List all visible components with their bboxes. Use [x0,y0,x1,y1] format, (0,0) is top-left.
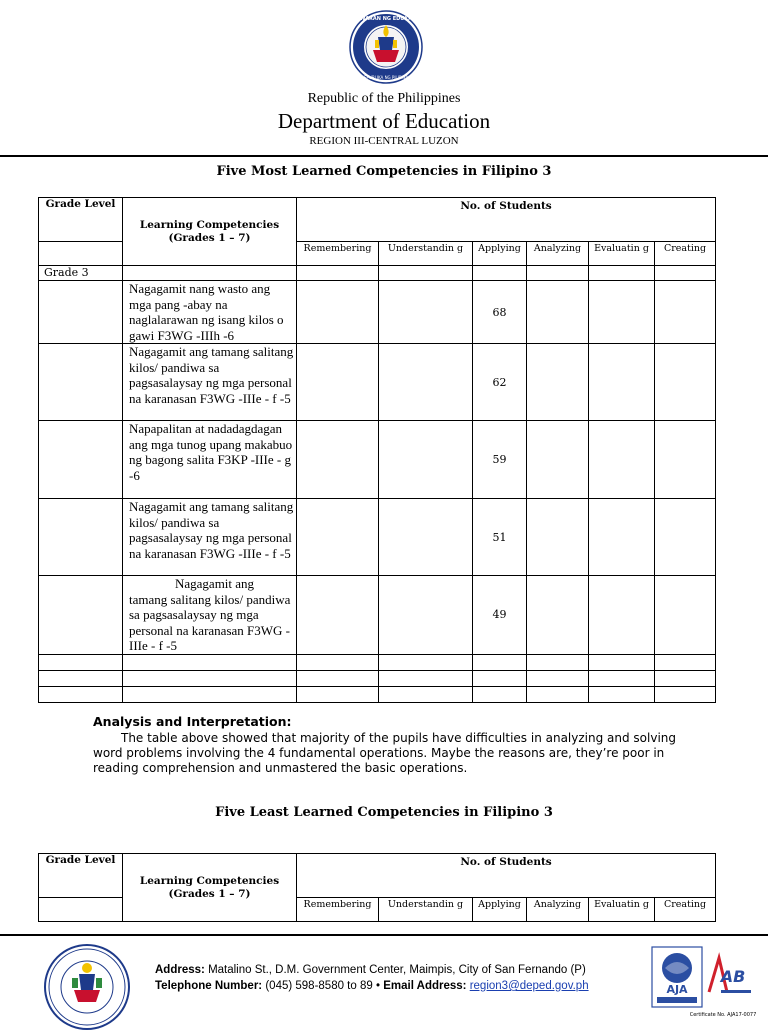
applying-value: 68 [473,281,527,344]
separator-bullet: • [375,980,380,992]
level-creating: Creating [655,898,716,922]
grade-level-header: Grade Level [39,198,123,242]
header-region: REGION III-CENTRAL LUZON [309,135,459,147]
level-analyzing: Analyzing [527,898,589,922]
header-republic: Republic of the Philippines [307,91,461,106]
table-row [39,421,716,499]
email-link[interactable]: region3@deped.gov.ph [469,980,589,992]
email-label: Email Address: [383,980,467,992]
analysis-title: Analysis and Interpretation: [93,714,292,729]
phone-value: (045) 598-8580 to 89 [265,980,373,992]
most-learned-table [38,197,716,703]
applying-value: 62 [473,344,527,421]
competency-cell: Napapalitan at nadadagdagan ang mga tunog upang makabuo ng bagong salita F3KP -IIIe - g -6 [123,421,297,499]
students-header: No. of Students [297,198,716,242]
table-row [39,576,716,655]
header-department: Department of Education [277,109,491,133]
competency-cell: Nagagamit nang wasto ang mga pang -abay na naglalarawan ng isang kilos o gawi F3WG -IIIh -6 [123,281,297,344]
grade-label: Grade 3 [39,266,123,281]
level-applying: Applying [473,242,527,266]
certification-logos [651,946,755,1020]
blank-cell [39,898,123,922]
footer-divider [0,934,768,936]
seal-text-bottom: REPUBLIKA NG PILIPINAS [361,75,411,80]
analysis-body: The table above showed that majority of the pupils have difficulties in analyzing and solving word problems involving the 4 fundamental operations. Maybe the reasons are, they’re poor in reading comprehension and unmastered the basic operations. [93,731,677,775]
table-row [39,344,716,421]
phone-label: Telephone Number: [155,980,263,992]
seal-text-top: KAGAWARAN NG EDUKASYON [344,16,428,22]
applying-value: 51 [473,499,527,576]
deped-footer-seal-logo [44,944,130,1030]
competency-cell: Nagagamit ang tamang salitang kilos/ pandiwa sa pagsasalaysay ng mga personal na karanasan F3WG -IIIe - f -5 [123,576,297,655]
footer-contact-line [155,978,589,994]
blank-cell [39,242,123,266]
footer-contact [155,962,589,994]
competencies-header: Learning Competencies (Grades 1 – 7) [123,854,297,922]
table-row [39,281,716,344]
applying-value: 59 [473,421,527,499]
competency-cell: Nagagamit ang tamang salitang kilos/ pandiwa sa pagsasalaysay ng mga personal na karanasan F3WG -IIIe - f -5 [123,499,297,576]
least-learned-table [38,853,716,922]
level-understanding: Understandin g [379,242,473,266]
address-value: Matalino St., D.M. Government Center, Maimpis, City of San Fernando (P) [208,964,586,976]
header-divider [0,155,768,157]
level-analyzing: Analyzing [527,242,589,266]
aja-logo-text: AJA [666,983,688,996]
table-row [39,499,716,576]
grade-level-header: Grade Level [39,854,123,898]
level-applying: Applying [473,898,527,922]
certificate-number: Certificate No. AJA17-0077 [689,1012,757,1018]
ab-logo-text: AB [720,967,746,986]
level-remembering: Remembering [297,898,379,922]
address-label: Address: [155,964,205,976]
students-header: No. of Students [297,854,716,898]
level-understanding: Understandin g [379,898,473,922]
level-evaluating: Evaluatin g [589,898,655,922]
deped-seal-logo [344,10,428,84]
competency-cell: Nagagamit ang tamang salitang kilos/ pandiwa sa pagsasalaysay ng mga personal na karanasan F3WG -IIIe - f -5 [123,344,297,421]
table2-title: Five Least Learned Competencies in Filipino 3 [215,805,553,820]
competencies-header: Learning Competencies (Grades 1 – 7) [123,198,297,266]
footer-address-line [155,962,589,978]
level-creating: Creating [655,242,716,266]
level-evaluating: Evaluatin g [589,242,655,266]
applying-value: 49 [473,576,527,655]
level-remembering: Remembering [297,242,379,266]
table1-title: Five Most Learned Competencies in Filipino 3 [216,164,552,179]
